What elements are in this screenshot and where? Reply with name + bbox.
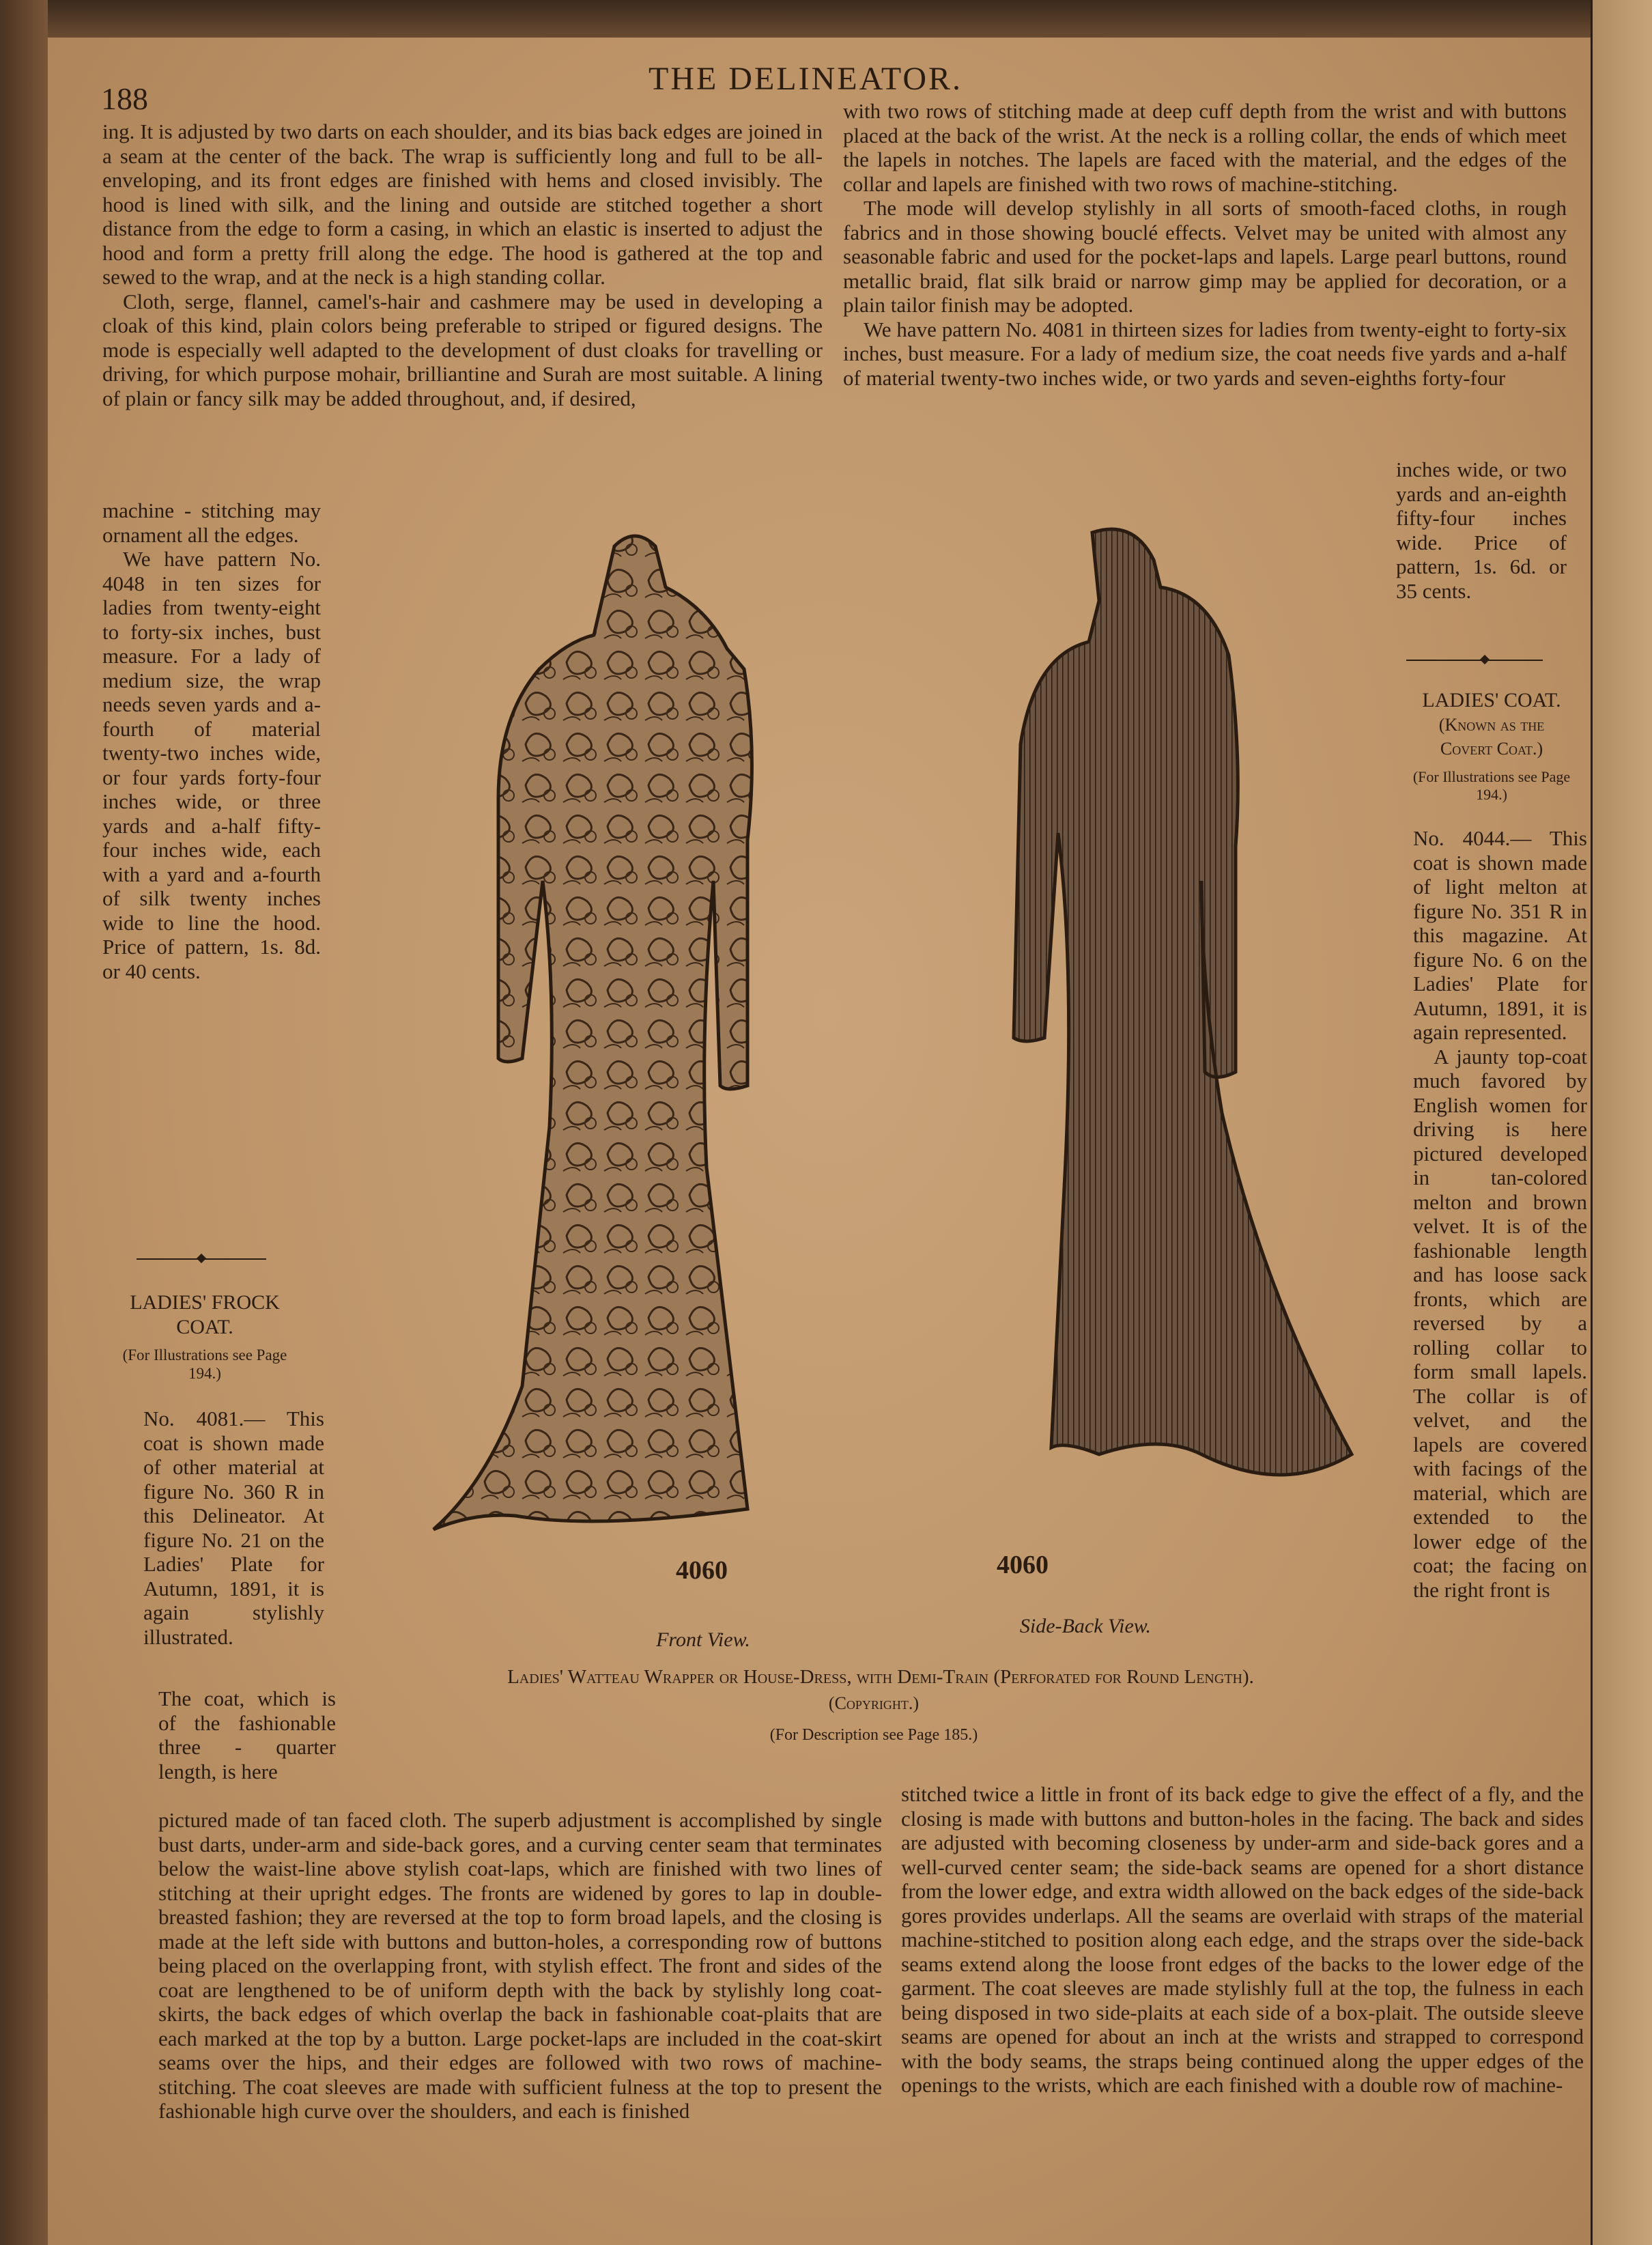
front-view-figure [433,536,752,1529]
dress-illustration [314,519,1447,1680]
right-column-top [843,99,1567,390]
pattern-price-paragraph: inches wide, or two yards and an-eighth fifty-four inches wide. Price of pattern, 1s. 6d. or 35 cents. [1396,457,1567,603]
bottom-left-column [158,1808,882,2123]
covert-coat-description: stitched twice a little in front of its back edge to give the effect of a fly, and the closing is made with buttons and button-holes in the facing. The back and sides are adjusted with becoming closeness by under-arm and side-back gores and a well-curved center seam; the side-back seams are opened for a short distance from the lower edge, and extra width allowed on the back edges of the side-back gores provides underlaps. All the seams are overlaid with straps of the material machine-stitched to position along each edge, and the straps over the side-back seams extend along the loose front edges of the backs to the lower edge of the garment. The coat sleeves are made stylishly full at the top, the fulness in each being disposed in two side-plaits at each side of a box-plait. The outside sleeve seams are opened for about an inch at the wrists and strapped to correspond with the body seams, the straps being continued along the upper edges of the openings to the wrists, which are each finished with a double row of machine- [901,1782,1584,2097]
adjacent-page-edge [1591,0,1652,2245]
left-top-paragraph-2: Cloth, serge, flannel, camel's-hair and cashmere may be used in developing a cloak of this kind, plain colors being preferable to striped or figured designs. The mode is especially well adapted to the development of dust cloaks for travelling or driving, for which purpose mohair, brilliantine and Surah are most suitable. A lining of plain or fancy silk may be added throughout, and, if desired, [102,289,823,410]
scan-left-border [0,0,48,2245]
frock-coat-text-2 [158,1686,336,1783]
figure-number-front: 4060 [676,1556,728,1585]
covert-coat-subtitle-2: Covert Coat.) [1440,739,1543,759]
pattern-4081-paragraph: We have pattern No. 4081 in thirteen sizes for ladies from twenty-eight to forty-six inches, bust measure. For a lady of medium size, the coat needs five yards and a-half of material twenty-two inches wide, or two yards and seven-eighths forty-four [843,317,1567,390]
front-view-label: Front View. [656,1628,750,1651]
frock-coat-heading [102,1290,307,1383]
divider-ornament-right [1480,655,1490,664]
side-back-view-figure [1014,529,1352,1475]
description-ref: (For Description see Page 185.) [769,1726,978,1744]
left-column-top [102,119,823,410]
covert-coat-paragraph-2: A jaunty top-coat much favored by English women for driving is here pictured developed in tan-colored melton and brown velvet. It is of the fashionable length and has loose sack fronts, which are reversed by a rolling collar to form small lapels. The collar is of velvet, and the lapels are covered with facings of the material, which are extended to the lower edge of the coat; the facing on the right front is [1413,1044,1587,1602]
frock-coat-paragraph-2: The coat, which is of the fashionable three - quarter length, is here [158,1686,336,1783]
left-narrow-column [102,498,321,983]
bottom-right-column [901,1782,1584,2098]
magazine-title: THE DELINEATOR. [649,61,963,97]
frock-coat-text [143,1407,324,1649]
left-top-paragraph: ing. It is adjusted by two darts on each shoulder, and its bias back edges are joined in a seam at the center of the back. The wrap is sufficiently long and full to be all-enveloping, and its front edges are finished with hems and closed invisibly. The hood is lined with silk, and the lining and outside are stitched together a short distance from the edge to form a casing, in which an elastic is inserted to adjust the hood and form a pretty frill along the edge. The hood is gathered at the top and sewed to the wrap, and at the neck is a high standing collar. [102,119,823,289]
frock-coat-ref: (For Illustrations see Page 194.) [122,1346,287,1382]
frock-coat-title-1: LADIES' FROCK [130,1291,280,1314]
covert-coat-subtitle-1: (Known as the [1438,714,1545,735]
frock-coat-title-2: COAT. [176,1315,233,1338]
covert-coat-title: LADIES' COAT. [1422,689,1561,711]
left-narrow-paragraph: machine - stitching may ornament all the edges. [102,498,321,547]
pattern-4048-paragraph: We have pattern No. 4048 in ten sizes for ladies from twenty-eight to forty-six inches, bust measure. For a lady of medium size, the wrap needs seven yards and a-fourth of material twenty-two inches wide, or four yards forty-four inches wide, or three yards and a-half fifty-four inches wide, each with a yard and a-fourth of silk twenty inches wide to line the hood. Price of pattern, 1s. 8d. or 40 cents. [102,547,321,983]
frock-coat-description: pictured made of tan faced cloth. The superb adjustment is accomplished by single bust darts, under-arm and side-back gores, and a curving center seam that terminates below the waist-line above stylish coat-laps, which are finished with two lines of stitching at their upright edges. The fronts are widened by gores to lap in double-breasted fashion; they are reversed at the top to form broad lapels, and the closing is made at the left side with buttons and button-holes, a corresponding row of buttons being placed on the overlapping front, with stylish effect. The front and sides of the coat are lengthened to be of uniform depth with the back by stylishly long coat-skirts, the back edges of which overlap the back in fashionable coat-plaits that are each marked at the top by a button. Large pocket-laps are included in the coat-skirt seams over the hips, and their edges are followed with two rows of machine-stitching. The coat sleeves are made with sufficient fulness at the top to present the fashionable high curve over the shoulders, and each is finished [158,1808,882,2123]
divider-ornament [197,1254,206,1263]
frock-coat-paragraph: No. 4081.— This coat is shown made of other material at figure No. 360 R in this Delineator. At figure No. 21 on the Ladies' Plate for Autumn, 1891, it is again stylishly illustrated. [143,1407,324,1649]
scan-top-border [0,0,1652,38]
right-top-paragraph: with two rows of stitching made at deep cuff depth from the wrist and with buttons placed at the back of the wrist. At the neck is a rolling collar, the ends of which meet the lapels in notches. The lapels are faced with the material, and the edges of the collar and lapels are finished with two rows of machine-stitching. [843,99,1567,196]
figure-number-back: 4060 [997,1551,1049,1579]
page-number: 188 [101,81,148,116]
right-top-paragraph-2: The mode will develop stylishly in all sorts of smooth-faced cloths, in rough fabrics and in those showing bouclé effects. Velvet may be united with almost any seasonable fabric and used for the pocket-laps and lapels. Large pearl buttons, round metallic braid, flat silk braid or narrow gimp may be applied for decoration, or a plain tailor finish may be adopted. [843,196,1567,317]
copyright-note: (Copyright.) [828,1693,920,1713]
illustration-caption: Ladies' Watteau Wrapper or House-Dress, with Demi-Train (Perforated for Round Length). [507,1666,1254,1688]
covert-coat-ref: (For Illustrations see Page 194.) [1412,767,1571,803]
back-view-label: Side-Back View. [1019,1615,1152,1637]
covert-coat-paragraph: No. 4044.— This coat is shown made of light melton at figure No. 351 R in this magazine. At figure No. 6 on the Ladies' Plate for Autumn, 1891, it is again represented. [1413,826,1587,1044]
